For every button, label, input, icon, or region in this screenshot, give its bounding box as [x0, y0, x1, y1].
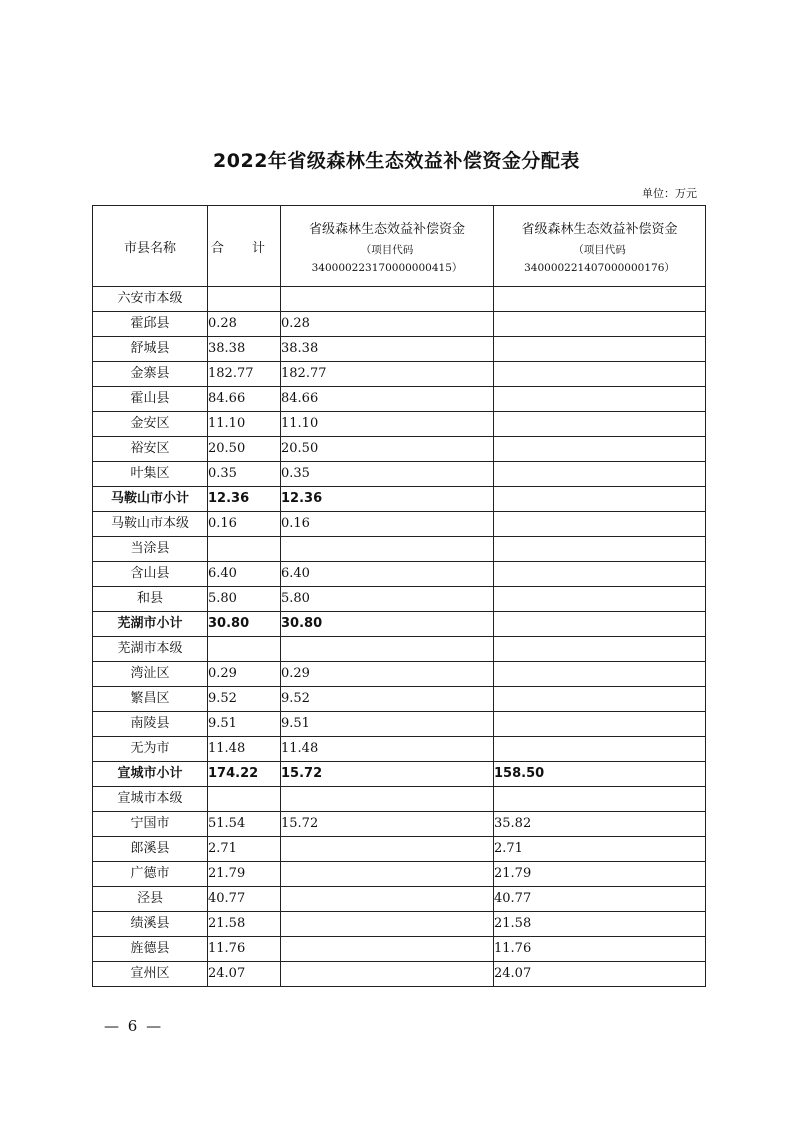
total-cell: 21.58	[208, 912, 281, 937]
page-number: — 6 —	[104, 1017, 164, 1035]
table-row	[93, 637, 706, 662]
fund1-cell: 15.72	[281, 812, 494, 837]
fund2-cell	[494, 712, 706, 737]
fund1-cell	[281, 937, 494, 962]
table-row	[93, 712, 706, 737]
total-cell	[208, 537, 281, 562]
region-name-cell: 湾沚区	[93, 662, 208, 687]
fund1-cell	[281, 637, 494, 662]
header-fund1	[281, 206, 494, 287]
header-region-name: 市县名称	[93, 206, 208, 287]
allocation-table	[92, 205, 706, 987]
fund1-cell: 6.40	[281, 562, 494, 587]
total-cell: 20.50	[208, 437, 281, 462]
total-cell	[208, 787, 281, 812]
table-row	[93, 412, 706, 437]
fund2-cell	[494, 612, 706, 637]
fund2-cell	[494, 787, 706, 812]
total-cell: 40.77	[208, 887, 281, 912]
table-row	[93, 287, 706, 312]
table-row	[93, 737, 706, 762]
fund2-cell	[494, 462, 706, 487]
fund1-cell	[281, 537, 494, 562]
total-cell: 2.71	[208, 837, 281, 862]
total-cell: 174.22	[208, 762, 281, 787]
header-total: 合 计	[208, 206, 281, 287]
fund1-cell: 9.51	[281, 712, 494, 737]
fund1-cell: 84.66	[281, 387, 494, 412]
region-name-cell: 郎溪县	[93, 837, 208, 862]
region-name-cell: 金安区	[93, 412, 208, 437]
region-name-cell: 六安市本级	[93, 287, 208, 312]
total-cell	[208, 287, 281, 312]
fund2-cell: 21.58	[494, 912, 706, 937]
table-row	[93, 437, 706, 462]
fund1-cell: 0.16	[281, 512, 494, 537]
fund1-cell: 15.72	[281, 762, 494, 787]
table-row	[93, 937, 706, 962]
fund1-cell	[281, 862, 494, 887]
table-row	[93, 862, 706, 887]
fund2-cell	[494, 737, 706, 762]
table-row	[93, 387, 706, 412]
fund2-cell: 2.71	[494, 837, 706, 862]
table-row	[93, 312, 706, 337]
region-name-cell: 宣城市小计	[93, 762, 208, 787]
fund2-cell	[494, 687, 706, 712]
region-name-cell: 旌德县	[93, 937, 208, 962]
region-name-cell: 芜湖市小计	[93, 612, 208, 637]
region-name-cell: 和县	[93, 587, 208, 612]
header-fund2-sub: （项目代码	[573, 243, 626, 256]
region-name-cell: 绩溪县	[93, 912, 208, 937]
fund1-cell: 0.35	[281, 462, 494, 487]
table-body	[93, 287, 706, 987]
table-row	[93, 562, 706, 587]
table-header-row	[93, 206, 706, 287]
region-name-cell: 泾县	[93, 887, 208, 912]
fund2-cell: 11.76	[494, 937, 706, 962]
fund2-cell: 40.77	[494, 887, 706, 912]
total-cell: 182.77	[208, 362, 281, 387]
fund2-cell	[494, 312, 706, 337]
fund1-cell: 12.36	[281, 487, 494, 512]
fund1-cell	[281, 837, 494, 862]
table-row	[93, 462, 706, 487]
subtotal-row	[93, 612, 706, 637]
fund1-cell: 182.77	[281, 362, 494, 387]
region-name-cell: 马鞍山市本级	[93, 512, 208, 537]
table-row	[93, 687, 706, 712]
table-row	[93, 662, 706, 687]
total-cell: 30.80	[208, 612, 281, 637]
total-cell: 21.79	[208, 862, 281, 887]
fund1-cell	[281, 787, 494, 812]
fund2-cell: 21.79	[494, 862, 706, 887]
table-row	[93, 962, 706, 987]
subtotal-row	[93, 762, 706, 787]
table-row	[93, 362, 706, 387]
fund2-cell	[494, 437, 706, 462]
fund1-cell: 5.80	[281, 587, 494, 612]
fund1-cell	[281, 287, 494, 312]
total-cell: 11.48	[208, 737, 281, 762]
total-cell: 0.16	[208, 512, 281, 537]
table-row	[93, 587, 706, 612]
header-fund1-sub: （项目代码	[360, 243, 414, 256]
table-row	[93, 537, 706, 562]
subtotal-row	[93, 487, 706, 512]
fund1-cell: 30.80	[281, 612, 494, 637]
region-name-cell: 叶集区	[93, 462, 208, 487]
region-name-cell: 含山县	[93, 562, 208, 587]
header-fund2-title: 省级森林生态效益补偿资金	[521, 221, 678, 237]
region-name-cell: 无为市	[93, 737, 208, 762]
table-row	[93, 337, 706, 362]
table-row	[93, 512, 706, 537]
region-name-cell: 宁国市	[93, 812, 208, 837]
region-name-cell: 舒城县	[93, 337, 208, 362]
total-cell	[208, 637, 281, 662]
region-name-cell: 当涂县	[93, 537, 208, 562]
fund2-cell	[494, 387, 706, 412]
region-name-cell: 芜湖市本级	[93, 637, 208, 662]
fund2-cell: 158.50	[494, 762, 706, 787]
total-cell: 11.76	[208, 937, 281, 962]
header-fund2-code: 340000221407000000176）	[524, 261, 675, 274]
total-cell: 12.36	[208, 487, 281, 512]
total-cell: 24.07	[208, 962, 281, 987]
fund2-cell	[494, 287, 706, 312]
header-fund1-code: 340000223170000000415）	[311, 261, 463, 274]
total-cell: 6.40	[208, 562, 281, 587]
region-name-cell: 繁昌区	[93, 687, 208, 712]
total-cell: 11.10	[208, 412, 281, 437]
region-name-cell: 宣州区	[93, 962, 208, 987]
fund1-cell: 0.28	[281, 312, 494, 337]
table-row	[93, 812, 706, 837]
region-name-cell: 马鞍山市小计	[93, 487, 208, 512]
fund2-cell	[494, 587, 706, 612]
table-row	[93, 787, 706, 812]
fund1-cell	[281, 912, 494, 937]
fund2-cell	[494, 337, 706, 362]
region-name-cell: 金寨县	[93, 362, 208, 387]
region-name-cell: 广德市	[93, 862, 208, 887]
fund1-cell	[281, 887, 494, 912]
unit-note: 单位：万元	[642, 187, 697, 200]
fund1-cell: 11.10	[281, 412, 494, 437]
total-cell: 0.28	[208, 312, 281, 337]
total-cell: 0.29	[208, 662, 281, 687]
header-fund1-title: 省级森林生态效益补偿资金	[308, 221, 465, 237]
page-title: 2022年省级森林生态效益补偿资金分配表	[213, 150, 580, 172]
total-cell: 38.38	[208, 337, 281, 362]
region-name-cell: 霍山县	[93, 387, 208, 412]
fund2-cell	[494, 512, 706, 537]
fund2-cell	[494, 487, 706, 512]
fund2-cell	[494, 562, 706, 587]
region-name-cell: 宣城市本级	[93, 787, 208, 812]
table-row	[93, 837, 706, 862]
total-cell: 84.66	[208, 387, 281, 412]
table-row	[93, 912, 706, 937]
fund2-cell: 35.82	[494, 812, 706, 837]
fund2-cell	[494, 362, 706, 387]
header-fund2	[494, 206, 706, 287]
fund1-cell: 38.38	[281, 337, 494, 362]
region-name-cell: 南陵县	[93, 712, 208, 737]
fund1-cell: 9.52	[281, 687, 494, 712]
total-cell: 9.51	[208, 712, 281, 737]
total-cell: 0.35	[208, 462, 281, 487]
fund1-cell: 20.50	[281, 437, 494, 462]
fund2-cell	[494, 537, 706, 562]
total-cell: 51.54	[208, 812, 281, 837]
total-cell: 9.52	[208, 687, 281, 712]
fund1-cell: 11.48	[281, 737, 494, 762]
region-name-cell: 裕安区	[93, 437, 208, 462]
fund2-cell	[494, 637, 706, 662]
fund1-cell	[281, 962, 494, 987]
total-cell: 5.80	[208, 587, 281, 612]
fund2-cell	[494, 412, 706, 437]
fund2-cell	[494, 662, 706, 687]
fund2-cell: 24.07	[494, 962, 706, 987]
table-row	[93, 887, 706, 912]
region-name-cell: 霍邱县	[93, 312, 208, 337]
fund1-cell: 0.29	[281, 662, 494, 687]
